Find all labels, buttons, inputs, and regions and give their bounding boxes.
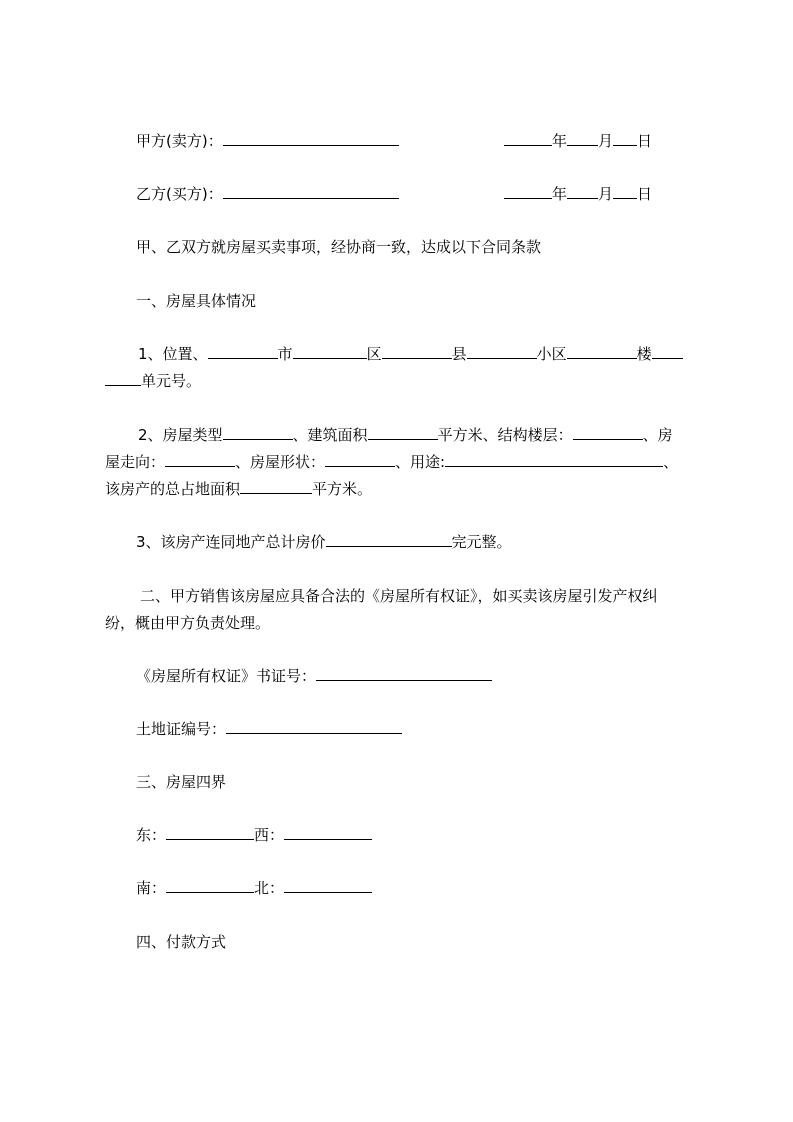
item2-line2 [105,451,678,473]
west-blank[interactable] [284,824,372,840]
orientation-blank[interactable] [165,451,235,467]
building-blank[interactable] [567,343,637,359]
item3-line [136,531,512,553]
land-area-label: 该房产的总占地面积 [105,480,241,498]
area-unit-label: 平方米、结构楼层： [437,426,573,444]
price-suffix: 完元整。 [451,533,512,551]
shape-label: 、房屋形状： [235,453,326,471]
party-a-label: 甲方(卖方)： [136,132,223,150]
cert-label: 《房屋所有权证》书证号： [136,667,317,685]
land-cert-blank[interactable] [226,718,402,734]
party-a-blank[interactable] [223,130,399,146]
land-area-unit: 平方米。 [312,480,373,498]
party-b-month-label: 月 [598,185,614,203]
east-label: 东： [136,826,167,844]
use-tail: 、 [663,453,679,471]
shape-blank[interactable] [325,451,395,467]
section2-line2: 纷，概由甲方负责处理。 [105,614,271,632]
item1-line1 [138,343,683,365]
district-blank[interactable] [293,343,367,359]
party-a-month-label: 月 [598,132,614,150]
land-cert-line [136,718,402,740]
party-b-year-label: 年 [552,185,568,203]
section2-line1: 二、甲方销售该房屋应具备合法的《房屋所有权证》，如买卖该房屋引发产权纠 [140,587,658,605]
north-label: 北： [254,879,285,897]
orientation-label: 屋走向： [105,453,166,471]
use-label: 、用途: [395,453,446,471]
south-label: 南： [136,879,167,897]
west-label: 西： [254,826,285,844]
item2-line3 [105,478,372,500]
house-type-blank[interactable] [223,424,293,440]
party-a-year-blank[interactable] [504,130,552,146]
county-blank[interactable] [382,343,452,359]
party-b-year-blank[interactable] [504,183,552,199]
party-a-day-label: 日 [637,132,653,150]
party-a-date [504,130,652,152]
area-label: 、建筑面积 [292,426,368,444]
party-b-blank[interactable] [223,183,399,199]
south-blank[interactable] [166,877,254,893]
party-b-line [136,183,399,205]
east-west-line [136,824,372,846]
district-label: 区 [366,345,382,363]
price-blank[interactable] [326,531,452,547]
building-label: 楼 [636,345,652,363]
community-blank[interactable] [467,343,537,359]
party-b-day-label: 日 [637,185,653,203]
item2-line1 [138,424,673,446]
unit-label: 单元号。 [141,372,202,390]
area-blank[interactable] [368,424,438,440]
city-blank[interactable] [208,343,278,359]
orientation-prefix: 、房 [642,426,673,444]
city-label: 市 [277,345,293,363]
section1-title: 一、房屋具体情况 [136,292,257,310]
cert-line [136,665,492,687]
floor-blank[interactable] [573,424,643,440]
land-cert-label: 土地证编号： [136,720,227,738]
section4-title: 四、付款方式 [136,933,227,951]
unit-blank-b[interactable] [105,370,141,386]
party-a-year-label: 年 [552,132,568,150]
unit-blank-a[interactable] [652,343,683,359]
party-a-line [136,130,399,152]
party-b-label: 乙方(买方)： [136,185,223,203]
party-a-day-blank[interactable] [613,130,637,146]
party-b-day-blank[interactable] [613,183,637,199]
intro-text: 甲、乙双方就房屋买卖事项，经协商一致，达成以下合同条款 [136,238,542,256]
cert-blank[interactable] [316,665,492,681]
party-b-month-blank[interactable] [567,183,598,199]
section3-title: 三、房屋四界 [136,773,227,791]
party-a-month-blank[interactable] [567,130,598,146]
use-blank[interactable] [445,451,663,467]
east-blank[interactable] [166,824,254,840]
item3-prefix: 3、该房产连同地产总计房价 [136,533,326,551]
north-blank[interactable] [284,877,372,893]
county-label: 县 [451,345,467,363]
community-label: 小区 [536,345,567,363]
item1-prefix: 1、位置、 [138,345,208,363]
item2-prefix: 2、房屋类型 [138,426,223,444]
party-b-date [504,183,652,205]
item1-line2 [105,370,201,392]
land-area-blank[interactable] [240,478,312,494]
south-north-line [136,877,372,899]
